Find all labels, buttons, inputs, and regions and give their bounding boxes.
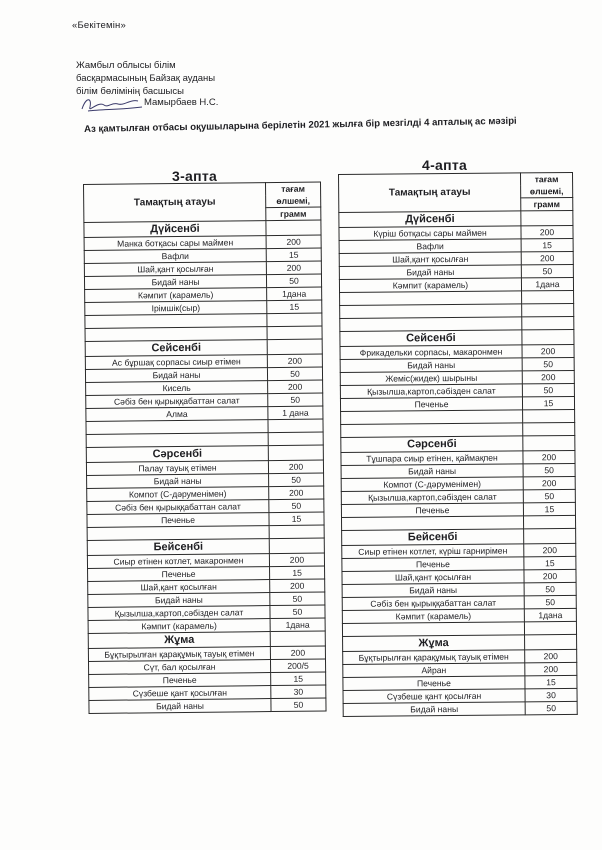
empty-cell bbox=[266, 220, 321, 236]
dish-grams: 200 bbox=[269, 486, 324, 500]
dish-grams: 200 bbox=[268, 380, 323, 394]
dish-grams: 50 bbox=[269, 473, 324, 487]
dish-name: Шай,қант қосылған bbox=[88, 580, 270, 595]
dish-grams: 50 bbox=[266, 274, 321, 288]
column-header-name: Тамақтың атауы bbox=[339, 173, 521, 213]
dish-name: Вафли bbox=[84, 249, 266, 264]
day-name: Бейсенбі bbox=[87, 539, 269, 556]
dish-name: Кәмпит (карамель) bbox=[85, 288, 267, 303]
dish-grams: 50 bbox=[522, 383, 574, 396]
empty-cell bbox=[522, 303, 574, 316]
empty-cell bbox=[269, 525, 324, 539]
dish-name: Бидай наны bbox=[87, 474, 269, 489]
dish-name: Алма bbox=[86, 407, 268, 422]
dish-grams: 50 bbox=[270, 605, 325, 619]
empty-cell bbox=[270, 631, 325, 647]
dish-grams: 15 bbox=[523, 502, 575, 515]
dish-grams: 200/5 bbox=[270, 659, 325, 673]
dish-name: Бидай наны bbox=[89, 699, 271, 714]
empty-cell bbox=[267, 313, 322, 327]
dish-grams: 200 bbox=[523, 450, 575, 463]
day-name: Сейсенбі bbox=[340, 330, 522, 347]
dish-name: Сәбіз бен қырыққабаттан салат bbox=[342, 596, 524, 611]
dish-grams: 200 bbox=[525, 649, 577, 662]
dish-grams: 200 bbox=[269, 553, 324, 567]
empty-cell bbox=[267, 326, 322, 340]
table-row bbox=[89, 698, 326, 713]
day-name: Сейсенбі bbox=[85, 340, 267, 357]
day-name: Бейсенбі bbox=[342, 529, 524, 546]
dish-name: Вафли bbox=[339, 239, 521, 254]
dish-grams: 50 bbox=[269, 499, 324, 513]
dish-grams: 50 bbox=[267, 367, 322, 381]
dish-grams: 200 bbox=[524, 569, 576, 582]
dish-name: Печенье bbox=[89, 673, 271, 688]
week-4-title: 4-апта bbox=[422, 157, 468, 173]
dish-name: Бұқтырылған қарақұмық тауық етімен bbox=[343, 650, 525, 665]
org-line-2: басқармасының Байзақ ауданы bbox=[76, 73, 216, 84]
dish-name: Печенье bbox=[341, 503, 523, 518]
dish-grams: 1 дана bbox=[268, 406, 323, 420]
day-name: Дүйсенбі bbox=[339, 211, 521, 228]
empty-cell bbox=[523, 435, 575, 450]
approval-stamp-text: «Бекітемін» bbox=[72, 20, 126, 31]
empty-cell bbox=[269, 538, 324, 554]
empty-cell bbox=[523, 422, 575, 435]
dish-name: Сүзбеше қант қосылған bbox=[343, 689, 525, 704]
dish-name: Манка ботқасы сары маймен bbox=[84, 236, 266, 251]
dish-name: Печенье bbox=[342, 557, 524, 572]
menu-table-week-3 bbox=[83, 182, 327, 714]
empty-cell bbox=[522, 329, 574, 344]
dish-name: Шай,қант қосылған bbox=[342, 570, 524, 585]
dish-grams: 200 bbox=[267, 354, 322, 368]
dish-name: Печенье bbox=[340, 397, 522, 412]
dish-name: Кәмпит (карамель) bbox=[339, 278, 521, 293]
signer-name: Мамырбаев Н.С. bbox=[144, 97, 219, 108]
dish-grams: 50 bbox=[525, 701, 577, 714]
dish-grams: 15 bbox=[525, 675, 577, 688]
empty-cell bbox=[524, 621, 576, 634]
dish-name: Печенье bbox=[87, 513, 269, 528]
dish-name: Кәмпит (карамель) bbox=[342, 609, 524, 624]
dish-grams: 200 bbox=[270, 579, 325, 593]
week-4-menu-table-wrap bbox=[338, 172, 578, 717]
dish-name: Ірімшік(сыр) bbox=[85, 301, 267, 316]
dish-name: Тұшпара сиыр етінен, қаймақпен bbox=[341, 451, 523, 466]
dish-grams: 200 bbox=[266, 235, 321, 249]
dish-grams: 15 bbox=[522, 396, 574, 409]
org-line-3: білім бөлімінің басшысы bbox=[76, 86, 184, 97]
dish-name: Печенье bbox=[343, 676, 525, 691]
dish-name: Айран bbox=[343, 663, 525, 678]
empty-cell bbox=[268, 432, 323, 446]
empty-cell bbox=[524, 528, 576, 543]
column-header-gram: тағам bbox=[520, 172, 572, 185]
week-3-title: 3-апта bbox=[172, 168, 218, 184]
dish-grams: 200 bbox=[522, 370, 574, 383]
empty-cell bbox=[267, 339, 322, 355]
dish-grams: 1дана bbox=[524, 608, 576, 621]
dish-grams: 15 bbox=[266, 248, 321, 262]
document-title: Аз қамтылған отбасы оқушыларына берілетін 2021 жылға бір мезгілді 4 апталық ас мәзірі bbox=[84, 115, 517, 135]
empty-cell bbox=[523, 515, 575, 528]
dish-name: Сәбіз бен қырыққабаттан салат bbox=[87, 500, 269, 515]
dish-grams: 15 bbox=[271, 672, 326, 686]
day-name: Жұма bbox=[343, 635, 525, 652]
dish-name: Шай,қант қосылған bbox=[84, 262, 266, 277]
dish-name: Ас бұршақ сорпасы сиыр етімен bbox=[85, 355, 267, 370]
dish-name: Сиыр етінен котлет, күріш гарнирімен bbox=[342, 544, 524, 559]
dish-grams: 200 bbox=[266, 261, 321, 275]
handwritten-signature bbox=[78, 93, 146, 115]
dish-grams: 200 bbox=[268, 460, 323, 474]
menu-table-week-4 bbox=[338, 172, 578, 717]
week-3-menu-table-wrap bbox=[83, 182, 327, 714]
column-header-gram: тағам bbox=[265, 182, 320, 195]
dish-grams: 15 bbox=[269, 512, 324, 526]
empty-cell bbox=[268, 419, 323, 433]
column-header-gram: өлшемі, bbox=[521, 185, 573, 198]
dish-grams: 15 bbox=[524, 556, 576, 569]
dish-name: Бидай наны bbox=[340, 358, 522, 373]
dish-grams: 50 bbox=[524, 582, 576, 595]
dish-grams: 30 bbox=[525, 688, 577, 701]
dish-grams: 50 bbox=[522, 357, 574, 370]
day-name: Дүйсенбі bbox=[84, 221, 266, 238]
dish-name: Сүт, бал қосылған bbox=[89, 660, 271, 675]
dish-grams: 50 bbox=[268, 393, 323, 407]
dish-name: Печенье bbox=[88, 567, 270, 582]
empty-cell bbox=[268, 445, 323, 461]
day-name: Сәрсенбі bbox=[86, 446, 268, 463]
empty-cell bbox=[522, 290, 574, 303]
dish-grams: 50 bbox=[524, 595, 576, 608]
dish-name: Сүзбеше қант қосылған bbox=[89, 686, 271, 701]
dish-name: Бұқтырылған қарақұмық тауық етімен bbox=[88, 647, 270, 662]
dish-name: Сәбіз бен қырыққабаттан салат bbox=[86, 394, 268, 409]
day-name: Жұма bbox=[88, 632, 270, 649]
dish-name: Бидай наны bbox=[343, 702, 525, 717]
dish-name: Қызылша,картоп,сәбізден салат bbox=[341, 490, 523, 505]
org-line-1: Жамбыл облысы білім bbox=[76, 60, 176, 71]
dish-grams: 200 bbox=[524, 543, 576, 556]
dish-name: Кәмпит (карамель) bbox=[88, 619, 270, 634]
dish-grams: 50 bbox=[523, 489, 575, 502]
dish-grams: 15 bbox=[521, 238, 573, 251]
dish-grams: 200 bbox=[521, 251, 573, 264]
dish-grams: 200 bbox=[522, 344, 574, 357]
dish-grams: 1дана bbox=[521, 277, 573, 290]
dish-name: Қызылша,картоп,сәбізден салат bbox=[88, 606, 270, 621]
column-header-gram: өлшемі, bbox=[266, 195, 321, 208]
dish-name: Палау тауық етімен bbox=[86, 461, 268, 476]
dish-grams: 30 bbox=[271, 685, 326, 699]
dish-grams: 1дана bbox=[270, 618, 325, 632]
dish-grams: 50 bbox=[270, 592, 325, 606]
dish-grams: 200 bbox=[523, 476, 575, 489]
dish-name: Қызылша,картоп,сәбізден салат bbox=[340, 384, 522, 399]
empty-cell bbox=[523, 409, 575, 422]
dish-name: Бидай наны bbox=[84, 275, 266, 290]
column-header-gram: грамм bbox=[266, 207, 321, 221]
dish-grams: 50 bbox=[271, 698, 326, 712]
table-row bbox=[343, 701, 577, 716]
dish-grams: 200 bbox=[521, 225, 573, 238]
empty-cell bbox=[521, 210, 573, 225]
dish-name: Бидай наны bbox=[339, 265, 521, 280]
column-header-name: Тамақтың атауы bbox=[84, 183, 266, 223]
dish-grams: 1дана bbox=[267, 287, 322, 301]
dish-grams: 50 bbox=[523, 463, 575, 476]
dish-grams: 50 bbox=[521, 264, 573, 277]
dish-grams: 200 bbox=[270, 646, 325, 660]
empty-cell bbox=[525, 634, 577, 649]
dish-name: Жеміс(жидек) шырыны bbox=[340, 371, 522, 386]
dish-name: Шай,қант қосылған bbox=[339, 252, 521, 267]
dish-name: Күріш ботқасы сары маймен bbox=[339, 226, 521, 241]
dish-name: Бидай наны bbox=[85, 368, 267, 383]
dish-name: Сиыр етінен котлет, макаронмен bbox=[87, 554, 269, 569]
dish-name: Фрикадельки сорпасы, макаронмен bbox=[340, 345, 522, 360]
dish-name: Компот (С-дәруменімен) bbox=[87, 487, 269, 502]
column-header-gram: грамм bbox=[521, 197, 573, 210]
dish-name: Бидай наны bbox=[88, 593, 270, 608]
dish-name: Бидай наны bbox=[341, 464, 523, 479]
dish-name: Компот (С-дәруменімен) bbox=[341, 477, 523, 492]
dish-name: Кисель bbox=[86, 381, 268, 396]
dish-grams: 200 bbox=[525, 662, 577, 675]
dish-name: Бидай наны bbox=[342, 583, 524, 598]
dish-grams: 15 bbox=[267, 300, 322, 314]
empty-cell bbox=[522, 316, 574, 329]
dish-grams: 15 bbox=[270, 566, 325, 580]
day-name: Сәрсенбі bbox=[341, 436, 523, 453]
